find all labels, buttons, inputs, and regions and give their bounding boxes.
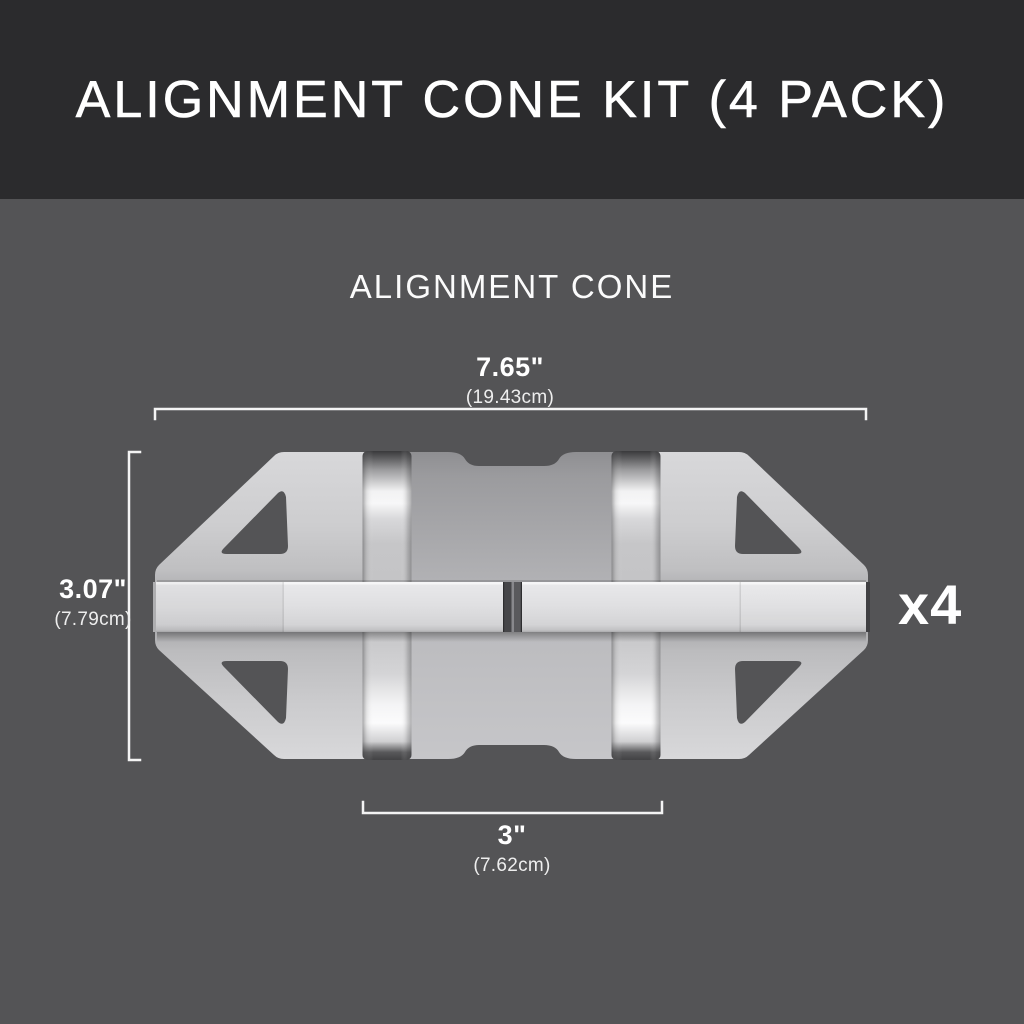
width-metric: (19.43cm) bbox=[465, 387, 555, 409]
width-inches: 7.65" bbox=[476, 352, 544, 382]
crossbar bbox=[153, 582, 870, 632]
width-dimension-label bbox=[360, 351, 660, 410]
height-dimension-label bbox=[23, 573, 163, 632]
hub-width-dimension-line bbox=[363, 802, 662, 813]
hub-width-inches: 3" bbox=[497, 820, 527, 850]
crossbar-center-gap bbox=[503, 582, 522, 632]
hub-width-dimension-label bbox=[362, 819, 662, 878]
height-inches: 3.07" bbox=[59, 574, 127, 604]
product-subtitle: ALIGNMENT CONE bbox=[349, 268, 675, 305]
hub-width-metric: (7.62cm) bbox=[473, 855, 551, 877]
height-metric: (7.79cm) bbox=[54, 609, 132, 631]
quantity-label: x4 bbox=[898, 573, 963, 636]
bar-bottom-shadow bbox=[157, 632, 866, 642]
alignment-cone-render bbox=[153, 451, 870, 760]
width-dimension-line bbox=[155, 409, 866, 419]
page-title: ALIGNMENT CONE KIT (4 PACK) bbox=[75, 70, 949, 129]
